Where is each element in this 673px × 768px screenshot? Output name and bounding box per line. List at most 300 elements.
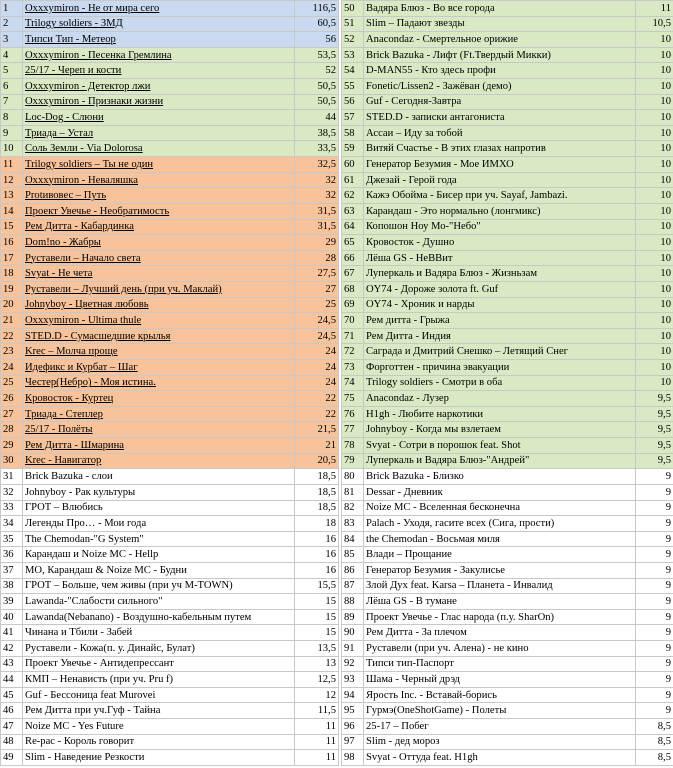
rank-cell: 88	[342, 594, 364, 610]
track-title-cell: Лёша GS - НеВВит	[364, 250, 636, 266]
track-title-cell: Чинана и Тбили - Забей	[23, 625, 295, 641]
table-row	[342, 250, 673, 266]
table-row	[1, 469, 339, 485]
score-cell: 15	[295, 594, 339, 610]
rank-cell: 65	[342, 235, 364, 251]
table-row	[1, 32, 339, 48]
rank-cell: 69	[342, 297, 364, 313]
table-row	[342, 406, 673, 422]
track-title-cell: Oxxxymiron - Не от мира сего	[23, 1, 295, 17]
score-cell: 29	[295, 235, 339, 251]
score-cell: 18,5	[295, 469, 339, 485]
track-title-cell: Slim - дед мороз	[364, 734, 636, 750]
track-title-cell: Svyat - Сотри в порошок feat. Shot	[364, 438, 636, 454]
rank-cell: 78	[342, 438, 364, 454]
track-title-cell: Руставели - Кожа(п. у. Динайс, Булат)	[23, 640, 295, 656]
track-title-cell: Ярость Inc. - Вставай-борись	[364, 687, 636, 703]
track-title-cell: Проект Увечье - Антидепрессант	[23, 656, 295, 672]
table-row	[342, 32, 673, 48]
track-title-cell: Проект Увечье - Глас народа (п.у. SharOn)	[364, 609, 636, 625]
table-row	[1, 94, 339, 110]
table-row	[1, 47, 339, 63]
table-row	[1, 547, 339, 563]
rank-cell: 43	[1, 656, 23, 672]
score-cell: 9,5	[636, 391, 673, 407]
track-title-cell: Типси Тип - Метеор	[23, 32, 295, 48]
rank-cell: 31	[1, 469, 23, 485]
rank-cell: 50	[342, 1, 364, 17]
track-title-cell: Рем Дитта - За плечом	[364, 625, 636, 641]
rank-cell: 90	[342, 625, 364, 641]
track-title-cell: OY74 - Хроник и нарды	[364, 297, 636, 313]
track-title-cell: Гурмэ(OneShotGame) - Полеты	[364, 703, 636, 719]
score-cell: 24	[295, 344, 339, 360]
score-cell: 10	[636, 110, 673, 126]
track-title-cell: Рем Дитта - Кабардинка	[23, 219, 295, 235]
track-title-cell: Рем Дитта - Индия	[364, 328, 636, 344]
score-cell: 24	[295, 360, 339, 376]
track-title-cell: Trilogy soldiers – Ты не один	[23, 157, 295, 173]
table-row	[342, 438, 673, 454]
track-title-cell: Генератор Безумия - Мое ИМХО	[364, 157, 636, 173]
table-row	[342, 375, 673, 391]
track-title-cell: Рем дитта - Грыжа	[364, 313, 636, 329]
table-row	[1, 640, 339, 656]
rank-cell: 72	[342, 344, 364, 360]
score-cell: 9	[636, 656, 673, 672]
track-title-cell: Саграда и Дмитрий Снешко – Летящий Снег	[364, 344, 636, 360]
rank-cell: 15	[1, 219, 23, 235]
score-cell: 13	[295, 656, 339, 672]
rank-cell: 80	[342, 469, 364, 485]
rank-cell: 41	[1, 625, 23, 641]
table-row	[342, 266, 673, 282]
track-title-cell: Johnyboy - Когда мы взлетаем	[364, 422, 636, 438]
track-title-cell: ГРОТ – Больше, чем живы (при уч М-TOWN)	[23, 578, 295, 594]
track-title-cell: Slim – Падают звезды	[364, 16, 636, 32]
track-title-cell: Anacondaz - Лузер	[364, 391, 636, 407]
track-title-cell: Шама - Черный дрэд	[364, 672, 636, 688]
score-cell: 25	[295, 297, 339, 313]
table-row	[342, 750, 673, 766]
score-cell: 22	[295, 406, 339, 422]
table-row	[1, 453, 339, 469]
rank-cell: 46	[1, 703, 23, 719]
score-cell: 16	[295, 531, 339, 547]
score-cell: 10	[636, 375, 673, 391]
track-title-cell: Guf - Сегодня-Завтра	[364, 94, 636, 110]
track-title-cell: Ассаи – Иду за тобой	[364, 125, 636, 141]
table-row	[1, 16, 339, 32]
rank-cell: 81	[342, 484, 364, 500]
rank-cell: 74	[342, 375, 364, 391]
table-row	[1, 750, 339, 766]
score-cell: 15	[295, 609, 339, 625]
table-row	[1, 219, 339, 235]
score-cell: 9	[636, 687, 673, 703]
rank-cell: 36	[1, 547, 23, 563]
rank-cell: 66	[342, 250, 364, 266]
track-title-cell: Loc-Dog - Слюни	[23, 110, 295, 126]
rank-cell: 30	[1, 453, 23, 469]
score-cell: 9,5	[636, 406, 673, 422]
table-row	[1, 203, 339, 219]
rank-cell: 27	[1, 406, 23, 422]
rank-cell: 24	[1, 360, 23, 376]
rating-table-right	[341, 0, 673, 766]
table-row	[1, 266, 339, 282]
score-cell: 12	[295, 687, 339, 703]
rank-cell: 33	[1, 500, 23, 516]
table-row	[1, 172, 339, 188]
track-title-cell: Palach - Уходя, гасите всех (Сига, прости)	[364, 516, 636, 532]
rank-cell: 98	[342, 750, 364, 766]
track-title-cell: Anacondaz - Смертельное орижие	[364, 32, 636, 48]
table-row	[342, 422, 673, 438]
score-cell: 9	[636, 531, 673, 547]
rank-cell: 57	[342, 110, 364, 126]
rank-cell: 64	[342, 219, 364, 235]
table-row	[342, 235, 673, 251]
rank-cell: 60	[342, 157, 364, 173]
score-cell: 10	[636, 344, 673, 360]
track-title-cell: H1gh - Любите наркотики	[364, 406, 636, 422]
score-cell: 16	[295, 547, 339, 563]
table-row	[1, 594, 339, 610]
track-title-cell: Триада - Степлер	[23, 406, 295, 422]
score-cell: 9,5	[636, 438, 673, 454]
rank-cell: 34	[1, 516, 23, 532]
rank-cell: 21	[1, 313, 23, 329]
rank-cell: 93	[342, 672, 364, 688]
score-cell: 11	[636, 1, 673, 17]
score-cell: 53,5	[295, 47, 339, 63]
table-row	[1, 188, 339, 204]
score-cell: 10	[636, 360, 673, 376]
score-cell: 9	[636, 516, 673, 532]
rank-cell: 77	[342, 422, 364, 438]
rank-cell: 12	[1, 172, 23, 188]
table-row	[342, 79, 673, 95]
score-cell: 11	[295, 750, 339, 766]
track-title-cell: Re-pac - Король говорит	[23, 734, 295, 750]
rank-cell: 40	[1, 609, 23, 625]
table-row	[342, 47, 673, 63]
score-cell: 9	[636, 547, 673, 563]
score-cell: 10	[636, 313, 673, 329]
rank-cell: 10	[1, 141, 23, 157]
track-title-cell: MO, Карандаш & Noize MC - Будни	[23, 562, 295, 578]
rank-cell: 44	[1, 672, 23, 688]
score-cell: 10	[636, 266, 673, 282]
table-row	[342, 328, 673, 344]
table-row	[1, 125, 339, 141]
track-title-cell: Oxxxymiron - Неваляшка	[23, 172, 295, 188]
rank-cell: 91	[342, 640, 364, 656]
score-cell: 18	[295, 516, 339, 532]
table-row	[342, 1, 673, 17]
track-title-cell: Честер(Небро) - Моя истина.	[23, 375, 295, 391]
score-cell: 10	[636, 47, 673, 63]
rank-cell: 97	[342, 734, 364, 750]
score-cell: 11,5	[295, 703, 339, 719]
rank-cell: 32	[1, 484, 23, 500]
table-row	[342, 360, 673, 376]
rank-cell: 28	[1, 422, 23, 438]
table-row	[342, 125, 673, 141]
score-cell: 9	[636, 500, 673, 516]
table-row	[1, 297, 339, 313]
rating-table-right-body	[342, 1, 673, 766]
rank-cell: 23	[1, 344, 23, 360]
rank-cell: 6	[1, 79, 23, 95]
rank-cell: 11	[1, 157, 23, 173]
table-row	[1, 141, 339, 157]
rank-cell: 59	[342, 141, 364, 157]
score-cell: 10	[636, 203, 673, 219]
table-row	[342, 110, 673, 126]
score-cell: 10	[636, 63, 673, 79]
score-cell: 22	[295, 391, 339, 407]
table-row	[342, 719, 673, 735]
score-cell: 13,5	[295, 640, 339, 656]
table-row	[342, 188, 673, 204]
track-title-cell: Trilogy soldiers - Смотри в оба	[364, 375, 636, 391]
score-cell: 21	[295, 438, 339, 454]
rank-cell: 2	[1, 16, 23, 32]
track-title-cell: Dom!no - Жабры	[23, 235, 295, 251]
score-cell: 9	[636, 484, 673, 500]
table-row	[342, 547, 673, 563]
table-row	[1, 235, 339, 251]
rank-cell: 42	[1, 640, 23, 656]
track-title-cell: the Chemodan - Восьмая миля	[364, 531, 636, 547]
table-row	[342, 625, 673, 641]
table-row	[342, 516, 673, 532]
track-title-cell: Руставели – Лучший день (при уч. Маклай)	[23, 281, 295, 297]
score-cell: 10	[636, 328, 673, 344]
table-row	[1, 500, 339, 516]
rank-cell: 22	[1, 328, 23, 344]
rank-cell: 53	[342, 47, 364, 63]
table-row	[1, 656, 339, 672]
score-cell: 56	[295, 32, 339, 48]
table-row	[1, 63, 339, 79]
rank-cell: 89	[342, 609, 364, 625]
rank-cell: 75	[342, 391, 364, 407]
table-row	[342, 172, 673, 188]
rank-cell: 84	[342, 531, 364, 547]
track-title-cell: Noize MC - Вселенная бесконечна	[364, 500, 636, 516]
score-cell: 50,5	[295, 79, 339, 95]
rank-cell: 76	[342, 406, 364, 422]
rank-cell: 38	[1, 578, 23, 594]
table-row	[1, 328, 339, 344]
rank-cell: 79	[342, 453, 364, 469]
table-row	[1, 250, 339, 266]
rank-cell: 52	[342, 32, 364, 48]
score-cell: 9,5	[636, 422, 673, 438]
score-cell: 60,5	[295, 16, 339, 32]
score-cell: 10	[636, 32, 673, 48]
track-title-cell: Лёша GS - В тумане	[364, 594, 636, 610]
score-cell: 24,5	[295, 328, 339, 344]
table-row	[1, 406, 339, 422]
score-cell: 9	[636, 469, 673, 485]
score-cell: 15	[295, 625, 339, 641]
table-row	[1, 734, 339, 750]
table-row	[1, 625, 339, 641]
table-row	[342, 219, 673, 235]
rank-cell: 85	[342, 547, 364, 563]
track-title-cell: Типси тип-Паспорт	[364, 656, 636, 672]
track-title-cell: The Chemodan-"G System"	[23, 531, 295, 547]
track-title-cell: Protивовес – Путь	[23, 188, 295, 204]
score-cell: 21,5	[295, 422, 339, 438]
score-cell: 9	[636, 594, 673, 610]
track-title-cell: Brick Bazuka - слои	[23, 469, 295, 485]
track-title-cell: Oxxxymiron - Детектор лжи	[23, 79, 295, 95]
track-title-cell: Brick Bazuka - Лифт (Ft.Твердый Микки)	[364, 47, 636, 63]
track-title-cell: Проект Увечье - Необратимость	[23, 203, 295, 219]
track-title-cell: Krec – Молча проще	[23, 344, 295, 360]
track-title-cell: Легенды Про… - Мои года	[23, 516, 295, 532]
score-cell: 9	[636, 625, 673, 641]
table-row	[1, 703, 339, 719]
table-row	[1, 79, 339, 95]
track-title-cell: 25/17 - Череп и кости	[23, 63, 295, 79]
table-row	[1, 157, 339, 173]
track-title-cell: Влади – Прощание	[364, 547, 636, 563]
track-title-cell: Noize MC - Yes Future	[23, 719, 295, 735]
track-title-cell: STED.D - Сумасшедшие крылья	[23, 328, 295, 344]
table-row	[342, 16, 673, 32]
rank-cell: 5	[1, 63, 23, 79]
table-row	[1, 360, 339, 376]
rank-cell: 26	[1, 391, 23, 407]
rank-cell: 45	[1, 687, 23, 703]
score-cell: 32	[295, 188, 339, 204]
table-row	[342, 157, 673, 173]
track-title-cell: Руставели (при уч. Алена) - не кино	[364, 640, 636, 656]
score-cell: 10	[636, 141, 673, 157]
score-cell: 16	[295, 562, 339, 578]
track-title-cell: Джезай - Герой года	[364, 172, 636, 188]
score-cell: 10	[636, 281, 673, 297]
track-title-cell: Lawanda-"Слабости сильного"	[23, 594, 295, 610]
score-cell: 24,5	[295, 313, 339, 329]
track-title-cell: Копошон Ноу Мо-"Небо"	[364, 219, 636, 235]
rank-cell: 37	[1, 562, 23, 578]
rank-cell: 17	[1, 250, 23, 266]
rank-cell: 29	[1, 438, 23, 454]
track-title-cell: Johnyboy - Цветная любовь	[23, 297, 295, 313]
score-cell: 12,5	[295, 672, 339, 688]
score-cell: 10	[636, 219, 673, 235]
score-cell: 10	[636, 188, 673, 204]
rank-cell: 96	[342, 719, 364, 735]
rank-cell: 18	[1, 266, 23, 282]
rank-cell: 16	[1, 235, 23, 251]
score-cell: 9	[636, 703, 673, 719]
table-row	[1, 110, 339, 126]
table-row	[1, 281, 339, 297]
score-cell: 8,5	[636, 734, 673, 750]
table-row	[342, 656, 673, 672]
score-cell: 10	[636, 172, 673, 188]
rank-cell: 3	[1, 32, 23, 48]
track-title-cell: Oxxxymiron - Признаки жизни	[23, 94, 295, 110]
score-cell: 8,5	[636, 750, 673, 766]
track-title-cell: Форготтен - причина эвакуации	[364, 360, 636, 376]
track-title-cell: Trilogy soldiers - ЗМД	[23, 16, 295, 32]
track-title-cell: Johnyboy - Рак культуры	[23, 484, 295, 500]
score-cell: 10,5	[636, 16, 673, 32]
rank-cell: 4	[1, 47, 23, 63]
table-row	[342, 640, 673, 656]
track-title-cell: Dessar - Дневник	[364, 484, 636, 500]
track-title-cell: Krec - Навигатор	[23, 453, 295, 469]
score-cell: 52	[295, 63, 339, 79]
table-row	[1, 562, 339, 578]
track-title-cell: Fonetic/Lissen2 - Зажёван (демо)	[364, 79, 636, 95]
table-row	[342, 63, 673, 79]
table-row	[1, 516, 339, 532]
track-title-cell: Рем Дитта при уч.Гуф - Тайна	[23, 703, 295, 719]
rank-cell: 48	[1, 734, 23, 750]
score-cell: 11	[295, 719, 339, 735]
track-title-cell: STED.D - записки антагониста	[364, 110, 636, 126]
score-cell: 10	[636, 297, 673, 313]
table-row	[342, 344, 673, 360]
rank-cell: 51	[342, 16, 364, 32]
score-cell: 9	[636, 562, 673, 578]
track-title-cell: 25/17 - Полёты	[23, 422, 295, 438]
score-cell: 32	[295, 172, 339, 188]
score-cell: 44	[295, 110, 339, 126]
track-title-cell: КМП – Ненависть (при уч. Pru f)	[23, 672, 295, 688]
score-cell: 10	[636, 235, 673, 251]
rank-cell: 62	[342, 188, 364, 204]
table-row	[342, 203, 673, 219]
table-row	[1, 375, 339, 391]
table-row	[342, 734, 673, 750]
table-row	[342, 141, 673, 157]
track-title-cell: Злой Дух feat. Karsa – Планета - Инвалид	[364, 578, 636, 594]
table-row	[1, 391, 339, 407]
score-cell: 9	[636, 578, 673, 594]
rank-cell: 87	[342, 578, 364, 594]
track-title-cell: Кажэ Обойма - Бисер при уч. Sayaf, Jambazi.	[364, 188, 636, 204]
rank-cell: 82	[342, 500, 364, 516]
track-title-cell: Идефикс и Курбат – Шаг	[23, 360, 295, 376]
rank-cell: 71	[342, 328, 364, 344]
rank-cell: 61	[342, 172, 364, 188]
rank-cell: 14	[1, 203, 23, 219]
rank-cell: 35	[1, 531, 23, 547]
rank-cell: 1	[1, 1, 23, 17]
track-title-cell: Guf - Бессоница feat Murovei	[23, 687, 295, 703]
table-row	[342, 313, 673, 329]
rank-cell: 70	[342, 313, 364, 329]
table-row	[1, 438, 339, 454]
table-row	[342, 687, 673, 703]
rank-cell: 7	[1, 94, 23, 110]
track-title-cell: ГРОТ – Влюбись	[23, 500, 295, 516]
table-row	[342, 703, 673, 719]
score-cell: 10	[636, 79, 673, 95]
score-cell: 9	[636, 672, 673, 688]
